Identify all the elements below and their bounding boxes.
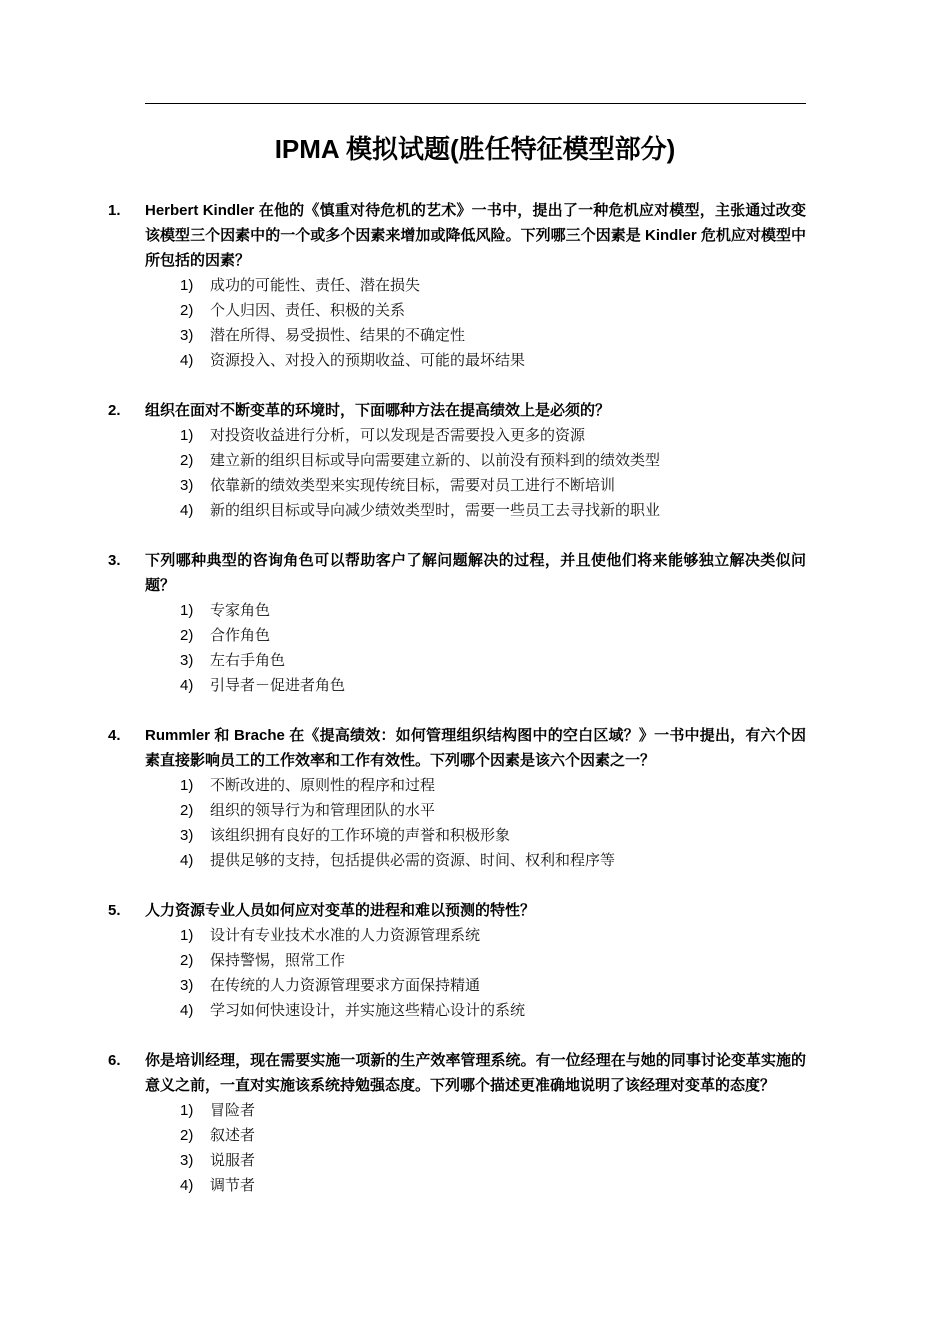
question-6 [0, 1048, 950, 1198]
option-list [0, 1098, 950, 1198]
option-number: 2) [180, 802, 194, 819]
option-number: 3) [180, 327, 194, 344]
option-list [0, 773, 950, 873]
question-number: 4. [108, 727, 121, 744]
question-2 [0, 398, 950, 523]
option-item [0, 448, 950, 473]
option-number: 4) [180, 852, 194, 869]
option-item [0, 773, 950, 798]
question-number: 3. [108, 552, 121, 569]
option-item [0, 848, 950, 873]
option-number: 1) [180, 777, 194, 794]
option-text: 新的组织目标或导向减少绩效类型时，需要一些员工去寻找新的职业 [210, 501, 661, 519]
option-item [0, 1123, 950, 1148]
option-item [0, 273, 950, 298]
option-item [0, 823, 950, 848]
page-title: IPMA 模拟试题(胜任特征模型部分) [274, 134, 676, 164]
option-text: 设计有专业技术水准的人力资源管理系统 [210, 926, 481, 944]
option-number: 3) [180, 652, 194, 669]
option-text: 资源投入、对投入的预期收益、可能的最坏结果 [210, 351, 526, 369]
option-text: 冒险者 [210, 1101, 256, 1119]
option-item [0, 498, 950, 523]
option-number: 2) [180, 452, 194, 469]
option-list [0, 273, 950, 373]
option-text: 该组织拥有良好的工作环境的声誉和积极形象 [210, 826, 511, 844]
option-text: 组织的领导行为和管理团队的水平 [210, 801, 436, 819]
option-text: 专家角色 [210, 601, 271, 619]
option-number: 1) [180, 1102, 194, 1119]
question-3 [0, 548, 950, 698]
option-text: 对投资收益进行分析，可以发现是否需要投入更多的资源 [210, 426, 586, 444]
option-number: 2) [180, 952, 194, 969]
option-item [0, 348, 950, 373]
option-item [0, 598, 950, 623]
option-item [0, 298, 950, 323]
question-4 [0, 723, 950, 873]
option-number: 4) [180, 1177, 194, 1194]
option-number: 2) [180, 1127, 194, 1144]
option-item [0, 1173, 950, 1198]
option-number: 4) [180, 677, 194, 694]
option-item [0, 473, 950, 498]
option-number: 3) [180, 977, 194, 994]
option-number: 4) [180, 352, 194, 369]
option-item [0, 673, 950, 698]
option-text: 学习如何快速设计，并实施这些精心设计的系统 [210, 1001, 526, 1019]
question-number: 6. [108, 1052, 121, 1069]
option-text: 保持警惕，照常工作 [210, 951, 346, 969]
question-number: 1. [108, 202, 121, 219]
question-text: Rummler 和 Brache 在《提高绩效：如何管理组织结构图中的空白区域？》一书中提出，有六个因素直接影响员工的工作效率和工作有效性。下列哪个因素是该六个因素之一？ [145, 727, 806, 769]
option-item [0, 798, 950, 823]
option-item [0, 423, 950, 448]
option-number: 3) [180, 1152, 194, 1169]
option-text: 叙述者 [210, 1126, 256, 1144]
question-text: Herbert Kindler 在他的《慎重对待危机的艺术》一书中，提出了一种危机应对模型，主张通过改变该模型三个因素中的一个或多个因素来增加或降低风险。下列哪三个因素是 Kindler 危机应对模型中所包括的因素？ [145, 202, 806, 269]
option-item [0, 923, 950, 948]
option-text: 左右手角色 [210, 651, 286, 669]
question-text: 人力资源专业人员如何应对变革的进程和难以预测的特性？ [145, 902, 536, 919]
option-text: 合作角色 [210, 626, 271, 644]
option-text: 潜在所得、易受损性、结果的不确定性 [210, 326, 466, 344]
option-item [0, 1148, 950, 1173]
question-list [0, 198, 950, 1223]
question-number: 5. [108, 902, 121, 919]
option-text: 成功的可能性、责任、潜在损失 [210, 276, 421, 294]
option-number: 3) [180, 477, 194, 494]
option-number: 4) [180, 1002, 194, 1019]
option-text: 在传统的人力资源管理要求方面保持精通 [210, 976, 481, 994]
option-number: 1) [180, 427, 194, 444]
question-1 [0, 198, 950, 373]
option-text: 引导者－促进者角色 [210, 676, 346, 694]
option-list [0, 423, 950, 523]
question-text: 你是培训经理，现在需要实施一项新的生产效率管理系统。有一位经理在与她的同事讨论变革实施的意义之前，一直对实施该系统持勉强态度。下列哪个描述更准确地说明了该经理对变革的态度？ [145, 1052, 806, 1094]
question-text: 组织在面对不断变革的环境时，下面哪种方法在提高绩效上是必须的？ [145, 402, 611, 419]
option-item [0, 973, 950, 998]
option-number: 2) [180, 302, 194, 319]
option-text: 建立新的组织目标或导向需要建立新的、以前没有预料到的绩效类型 [210, 451, 661, 469]
option-number: 3) [180, 827, 194, 844]
option-text: 提供足够的支持，包括提供必需的资源、时间、权利和程序等 [210, 851, 616, 869]
option-item [0, 998, 950, 1023]
option-list [0, 923, 950, 1023]
option-item [0, 1098, 950, 1123]
question-text: 下列哪种典型的咨询角色可以帮助客户了解问题解决的过程，并且使他们将来能够独立解决类似问题？ [145, 552, 806, 594]
option-item [0, 623, 950, 648]
option-text: 不断改进的、原则性的程序和过程 [210, 776, 436, 794]
option-text: 依靠新的绩效类型来实现传统目标，需要对员工进行不断培训 [210, 476, 616, 494]
option-number: 4) [180, 502, 194, 519]
question-5 [0, 898, 950, 1023]
option-item [0, 948, 950, 973]
option-number: 1) [180, 277, 194, 294]
option-text: 调节者 [210, 1176, 256, 1194]
option-text: 说服者 [210, 1151, 256, 1169]
option-text: 个人归因、责任、积极的关系 [210, 301, 406, 319]
option-number: 1) [180, 602, 194, 619]
option-number: 1) [180, 927, 194, 944]
question-number: 2. [108, 402, 121, 419]
header-rule [145, 103, 806, 104]
option-list [0, 598, 950, 698]
option-number: 2) [180, 627, 194, 644]
option-item [0, 323, 950, 348]
option-item [0, 648, 950, 673]
